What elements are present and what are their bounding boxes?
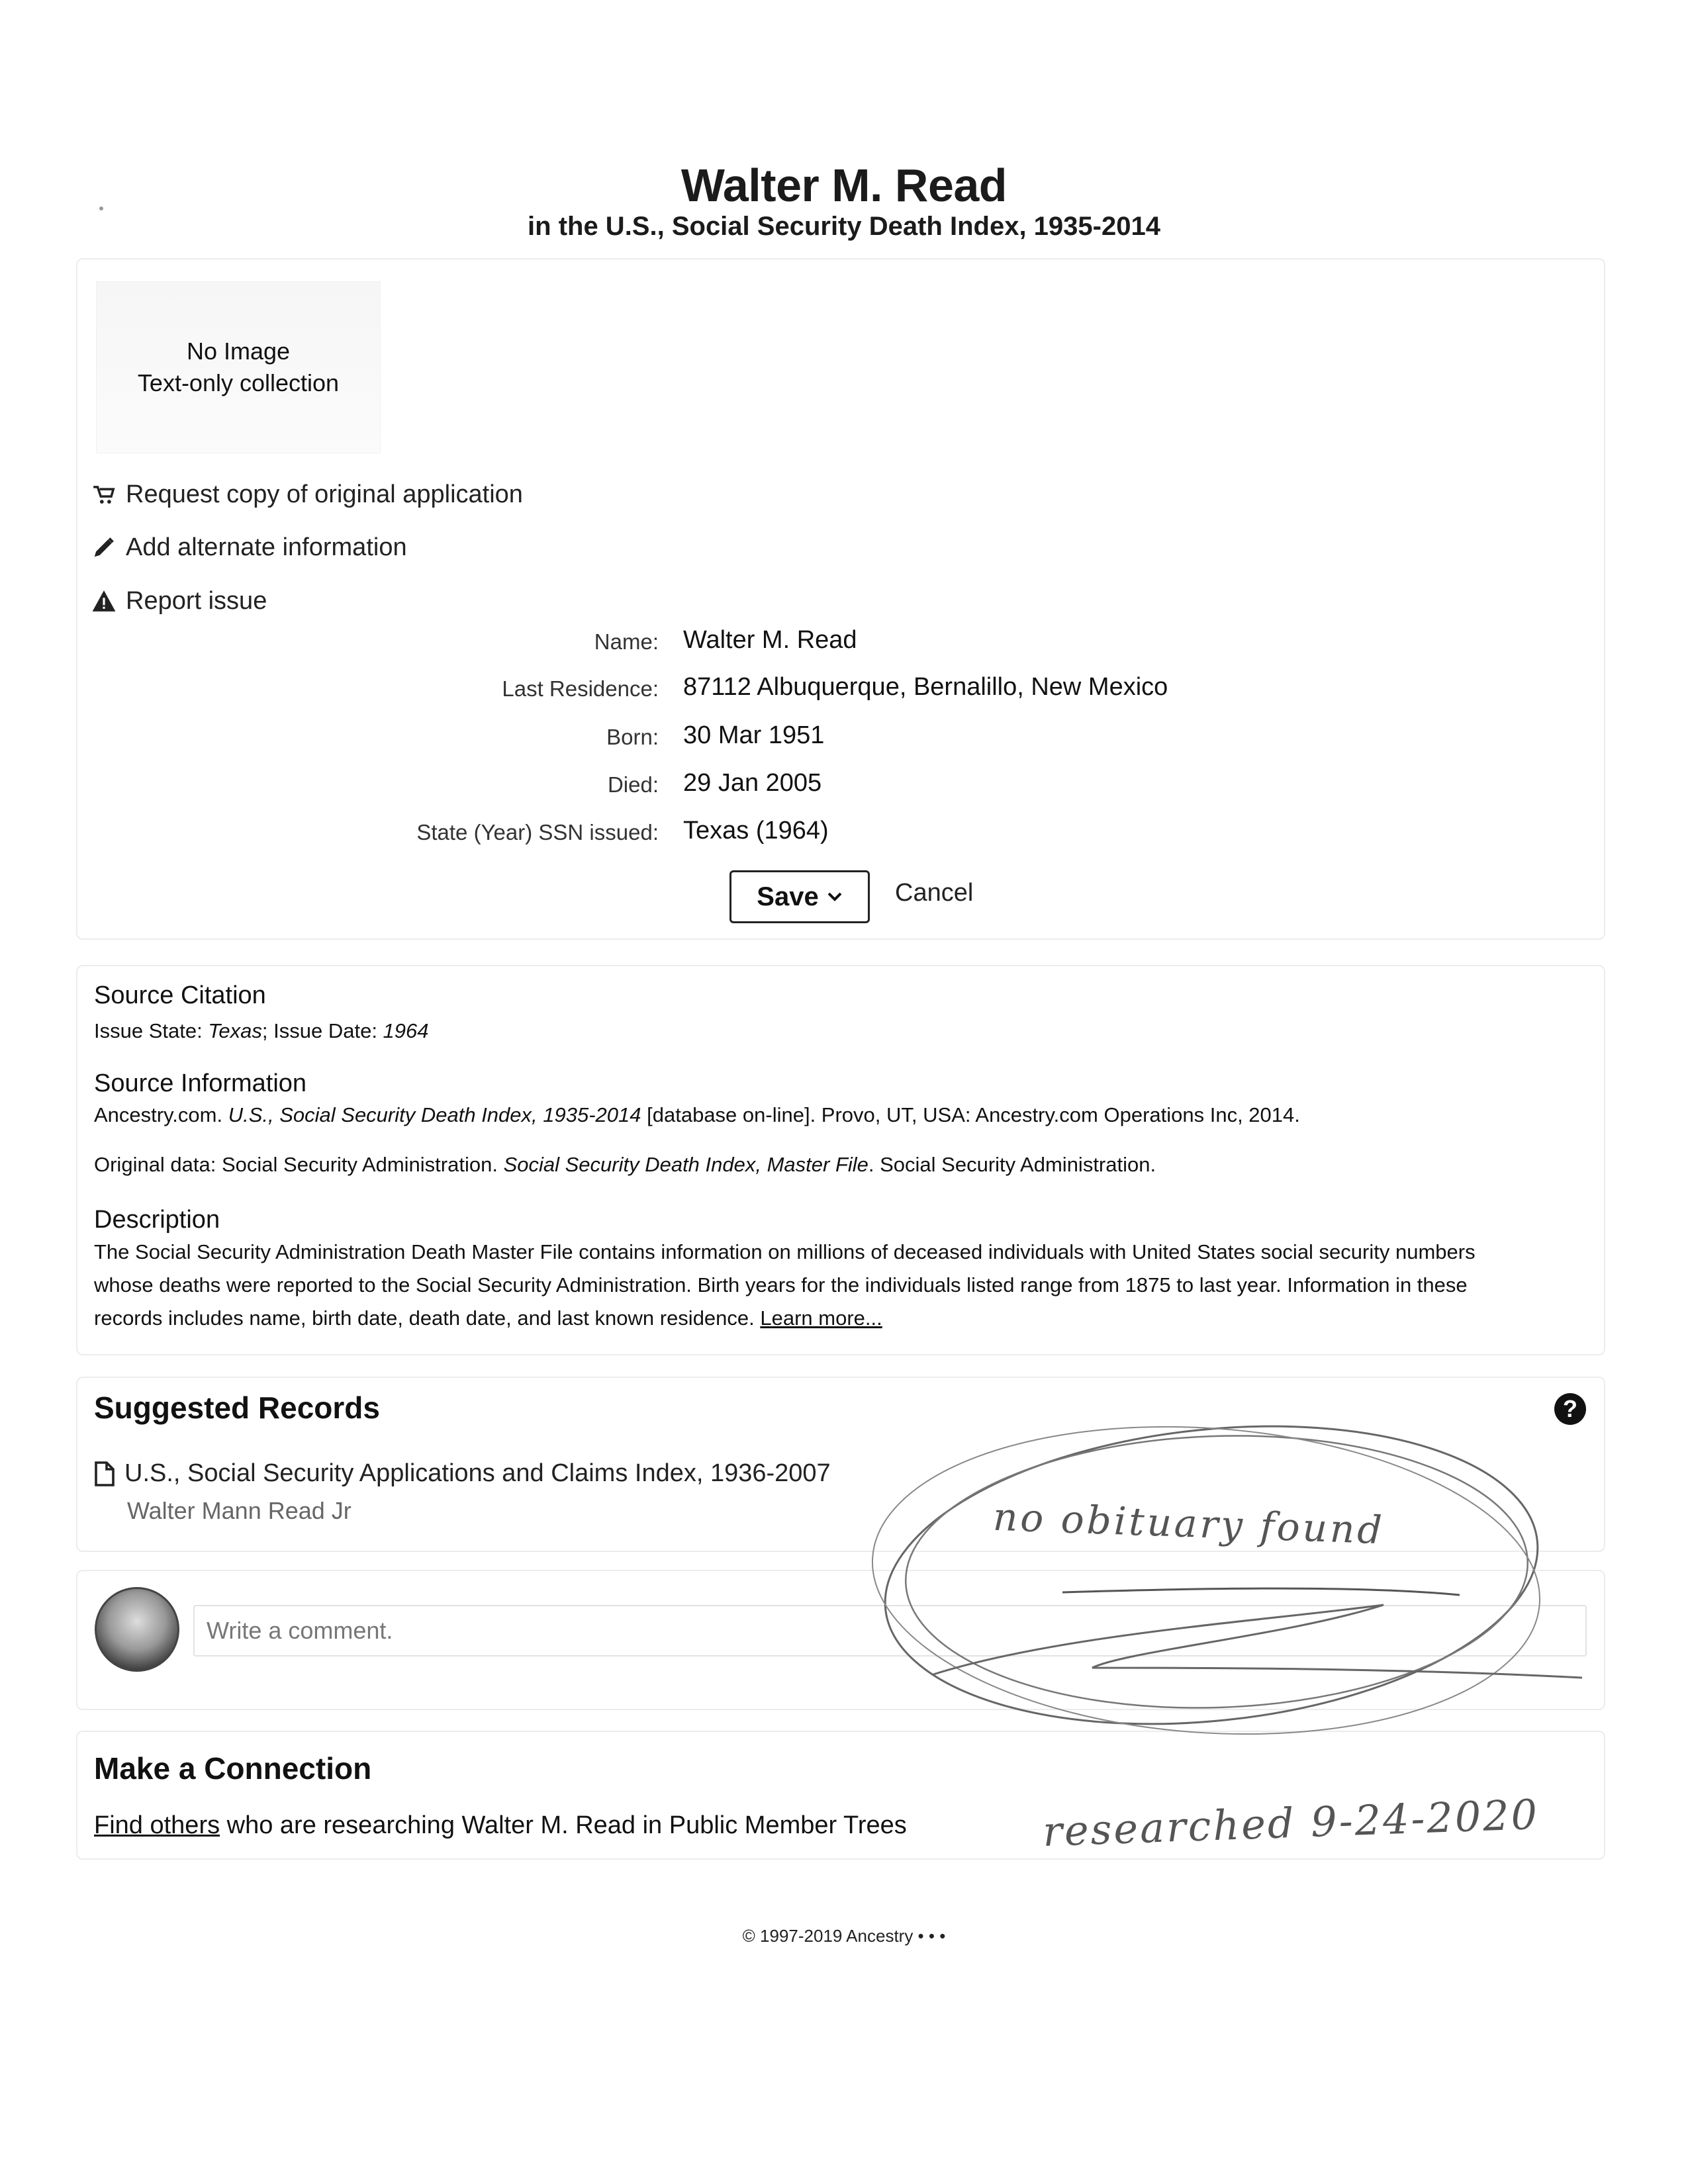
learn-more-link[interactable]: Learn more... bbox=[760, 1306, 882, 1330]
source-citation-text: Issue State: Texas; Issue Date: 1964 bbox=[94, 1019, 429, 1042]
connection-text: Find others who are researching Walter M. Read in Public Member Trees bbox=[94, 1811, 907, 1839]
comment-input[interactable] bbox=[193, 1605, 1587, 1657]
help-icon[interactable]: ? bbox=[1554, 1393, 1586, 1425]
page-title: Walter M. Read bbox=[680, 159, 1008, 211]
document-icon bbox=[94, 1461, 115, 1487]
cancel-link[interactable]: Cancel bbox=[895, 879, 974, 907]
report-issue-label: Report issue bbox=[126, 586, 267, 615]
field-label-residence: Last Residence: bbox=[502, 676, 659, 701]
field-label-died: Died: bbox=[607, 772, 659, 797]
report-issue-link[interactable] bbox=[91, 584, 267, 617]
field-value-residence: 87112 Albuquerque, Bernalillo, New Mexico bbox=[683, 673, 1168, 701]
footer: © 1997-2019 Ancestry • • • bbox=[742, 1926, 946, 1946]
field-label-name: Name: bbox=[594, 629, 659, 654]
save-button[interactable] bbox=[729, 870, 870, 923]
avatar bbox=[95, 1587, 179, 1672]
request-copy-label: Request copy of original application bbox=[126, 480, 523, 508]
chevron-down-icon bbox=[827, 891, 843, 902]
source-citation-heading: Source Citation bbox=[94, 981, 266, 1009]
request-copy-link[interactable] bbox=[91, 478, 523, 511]
handwritten-note-obituary: no obituary found bbox=[992, 1494, 1385, 1553]
find-others-link[interactable]: Find others bbox=[94, 1811, 220, 1839]
field-value-ssn-issued: Texas (1964) bbox=[683, 817, 829, 844]
connection-title: Make a Connection bbox=[94, 1751, 372, 1786]
suggested-record-person: Walter Mann Read Jr bbox=[127, 1497, 352, 1524]
no-image-placeholder bbox=[96, 281, 381, 453]
text-only-label: Text-only collection bbox=[137, 369, 340, 396]
original-data-text: Original data: Social Security Administration. Social Security Death Index, Master File. Social Security Administration. bbox=[94, 1153, 1156, 1176]
field-label-ssn-issued: State (Year) SSN issued: bbox=[416, 820, 659, 844]
save-label: Save bbox=[757, 882, 819, 911]
field-value-born: 30 Mar 1951 bbox=[683, 721, 825, 749]
source-information-text: Ancestry.com. U.S., Social Security Death Index, 1935-2014 [database on-line]. Provo, UT, USA: Ancestry.com Operations Inc, 2014. bbox=[94, 1103, 1300, 1126]
handwritten-note-researched: researched 9-24-2020 bbox=[1041, 1790, 1540, 1856]
source-information-heading: Source Information bbox=[94, 1069, 307, 1097]
field-value-died: 29 Jan 2005 bbox=[683, 769, 822, 797]
add-alternate-info-link[interactable] bbox=[91, 531, 407, 564]
pencil-icon bbox=[91, 535, 117, 560]
suggested-records-title: Suggested Records bbox=[94, 1390, 380, 1425]
suggested-record-title: U.S., Social Security Applications and Claims Index, 1936-2007 bbox=[124, 1459, 831, 1487]
field-label-born: Born: bbox=[606, 725, 659, 749]
collection-subtitle: in the U.S., Social Security Death Index, 1935-2014 bbox=[528, 212, 1160, 241]
no-image-label: No Image bbox=[186, 338, 291, 365]
field-value-name: Walter M. Read bbox=[683, 626, 857, 654]
suggested-record-link[interactable] bbox=[94, 1459, 831, 1488]
warning-icon bbox=[91, 588, 117, 614]
add-alternate-info-label: Add alternate information bbox=[126, 533, 407, 561]
description-text: The Social Security Administration Death Master File contains information on millions of deceased individuals with United States social security numbers whose deaths were reported to the Social Security Administration. Birth years for the individuals listed range from 1875 to last year. Information in these records includes name, birth date, death date, and last known residence. Learn more... bbox=[94, 1240, 1476, 1330]
description-heading: Description bbox=[94, 1206, 220, 1234]
cart-icon bbox=[91, 482, 117, 507]
